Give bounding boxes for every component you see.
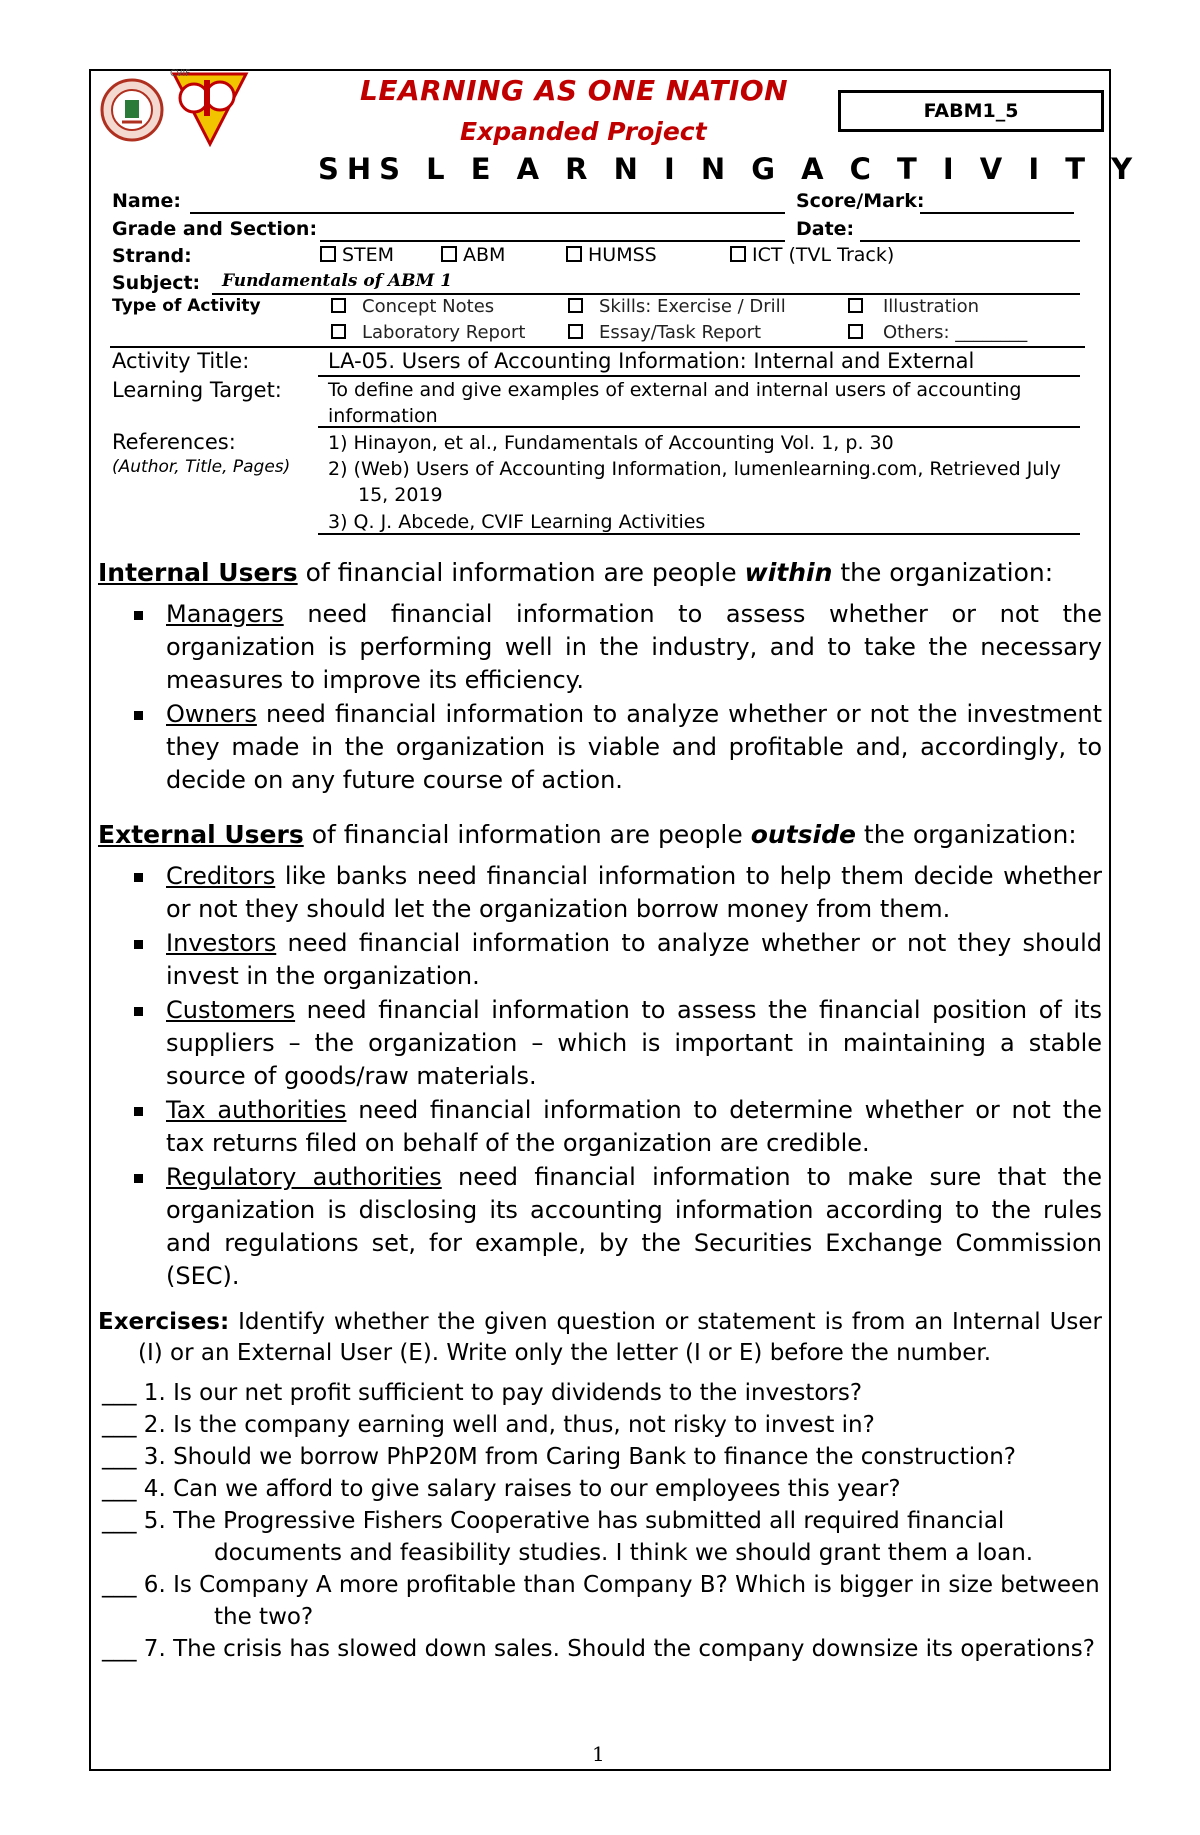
learning-target-label: Learning Target: [112,378,282,402]
internal-users-emphasis: within [744,558,833,587]
activity-type-label: Type of Activity [112,296,261,316]
references-sublabel: (Author, Title, Pages) [112,457,291,477]
term: Owners [166,700,257,728]
activity-heading: SHS L E A R N I N G A C T I V I T Y [318,152,1141,186]
type-illustration-checkbox[interactable] [848,296,979,317]
exercise-item[interactable]: ___ 2. Is the company earning well and, thus, not risky to invest in? [102,1412,875,1438]
references-line [318,533,1080,535]
external-users-emphasis: outside [750,820,856,849]
school-seal-logo [100,78,164,142]
checkbox-icon [441,246,457,262]
subject-value: Fundamentals of ABM 1 [222,271,453,291]
description: need financial information to make sure that the organization is disclosing its accounting information according to the rules and regulations set, for example, by the Securities Exchange Commission (SEC). [166,1163,1102,1290]
exercises-label: Exercises: [98,1309,230,1335]
name-label: Name: [112,190,182,212]
checkbox-icon [566,246,582,262]
strand-humss-checkbox[interactable] [566,244,657,266]
description: like banks need financial information to help them decide whether or not they should let the organization borrow money from them. [166,862,1102,923]
term: Creditors [166,862,276,890]
strand-abm-checkbox[interactable] [441,244,505,266]
list-item [132,598,1102,697]
project-title: Expanded Project [460,117,707,146]
date-label: Date: [796,218,855,240]
checkbox-icon [331,324,346,339]
exercise-item[interactable]: ___ 4. Can we afford to give salary raises to our employees this year? [102,1476,901,1502]
checkbox-icon [848,298,863,313]
org-title: LEARNING AS ONE NATION [360,74,789,107]
exercise-item[interactable]: ___ 3. Should we borrow PhP20M from Caring Bank to finance the construction? [102,1444,1017,1470]
type-lab-report-label: Laboratory Report [362,322,526,343]
reference-item: 1) Hinayon, et al., Fundamentals of Accounting Vol. 1, p. 30 [328,432,894,454]
strand-abm-label: ABM [463,244,506,266]
external-users-section [98,818,1102,1294]
learning-target-value: To define and give examples of external and internal users of accounting information [328,379,1022,427]
exercises-section [98,1307,1102,1665]
internal-users-text-end: the organization: [840,558,1054,587]
module-code-box [838,90,1104,132]
internal-users-heading [98,556,1102,589]
exercise-item[interactable]: ___ 5. The Progressive Fishers Cooperative has submitted all required financial documents and feasibility studies. I think we should grant them a loan. [102,1508,1034,1566]
checkbox-icon [568,298,583,313]
subject-label: Subject: [112,272,201,294]
type-skills-checkbox[interactable] [568,296,786,317]
exercises-instructions-text: Identify whether the given question or statement is from an Internal User (I) or an External User (E). Write only the letter (I or E) before the number. [138,1309,1102,1366]
strand-ict-checkbox[interactable] [730,244,894,266]
activity-title-value: LA-05. Users of Accounting Information: Internal and External [328,349,975,373]
term: Customers [166,996,296,1024]
description: need financial information to determine whether or not the tax returns filed on behalf of the organization are credible. [166,1096,1102,1157]
reference-item: 2) (Web) Users of Accounting Information, lumenlearning.com, Retrieved July 15, 2019 [328,458,1061,506]
type-others-checkbox[interactable] [848,322,1027,343]
type-skills-label: Skills: Exercise / Drill [599,296,786,317]
type-essay-checkbox[interactable] [568,322,761,343]
exercises-instructions [98,1307,1102,1369]
score-label: Score/Mark: [796,190,925,212]
exercise-item[interactable]: ___ 6. Is Company A more profitable than Company B? Which is bigger in size between the two? [102,1572,1100,1630]
subject-line [212,293,1080,295]
date-field[interactable] [860,240,1080,242]
type-illustration-label: Illustration [883,296,980,317]
strand-stem-label: STEM [342,244,395,266]
external-users-list [98,860,1102,1293]
references-label: References: [112,430,236,454]
logo-caption: CVIF [170,69,191,79]
type-concept-notes-label: Concept Notes [362,296,495,317]
list-item [132,1161,1102,1293]
strand-label: Strand: [112,245,192,267]
activity-title-label: Activity Title: [112,349,250,373]
internal-users-list [98,598,1102,797]
exercise-item[interactable]: ___ 7. The crisis has slowed down sales. Should the company downsize its operations? [102,1636,1095,1662]
description: need financial information to assess whether or not the organization is performing well in the industry, and to take the necessary measures to improve its efficiency. [166,600,1102,694]
reference-item: 3) Q. J. Abcede, CVIF Learning Activities [328,511,706,533]
external-users-text-end: the organization: [863,820,1077,849]
term: Regulatory authorities [166,1163,442,1191]
type-lab-report-checkbox[interactable] [331,322,525,343]
checkbox-icon [848,324,863,339]
strand-ict-label: ICT (TVL Track) [752,244,895,266]
external-users-text: of financial information are people [311,820,743,849]
checkbox-icon [568,324,583,339]
external-users-title: External Users [98,820,304,849]
list-item [132,860,1102,926]
internal-users-text: of financial information are people [305,558,737,587]
name-field[interactable] [190,212,785,214]
learning-target-line [318,426,1080,428]
checkbox-icon [730,246,746,262]
internal-users-section [98,556,1102,798]
type-concept-notes-checkbox[interactable] [331,296,494,317]
divider [110,346,1085,348]
page-number: 1 [592,1742,605,1766]
list-item [132,1094,1102,1160]
type-essay-label: Essay/Task Report [599,322,762,343]
type-others-label: Others: ________ [883,322,1028,343]
term: Managers [166,600,284,628]
term: Tax authorities [166,1096,347,1124]
score-field[interactable] [920,212,1074,214]
references-list [328,430,1078,535]
grade-label: Grade and Section: [112,218,318,240]
checkbox-icon [320,246,336,262]
description: need financial information to assess the financial position of its suppliers – the organization – which is important in maintaining a stable source of goods/raw materials. [166,996,1102,1090]
external-users-heading [98,818,1102,851]
description: need financial information to analyze whether or not the investment they made in the organization is viable and profitable and, accordingly, to decide on any future course of action. [166,700,1102,794]
module-code: FABM1_5 [923,100,1019,122]
term: Investors [166,929,277,957]
description: need financial information to analyze whether or not they should invest in the organization. [166,929,1102,990]
list-item [132,994,1102,1093]
list-item [132,698,1102,797]
strand-humss-label: HUMSS [588,244,657,266]
internal-users-title: Internal Users [98,558,298,587]
grade-field[interactable] [320,240,785,242]
strand-stem-checkbox[interactable] [320,244,394,266]
list-item [132,927,1102,993]
exercise-item[interactable]: ___ 1. Is our net profit sufficient to pay dividends to the investors? [102,1380,863,1406]
dlp-logo [164,66,256,148]
checkbox-icon [331,298,346,313]
